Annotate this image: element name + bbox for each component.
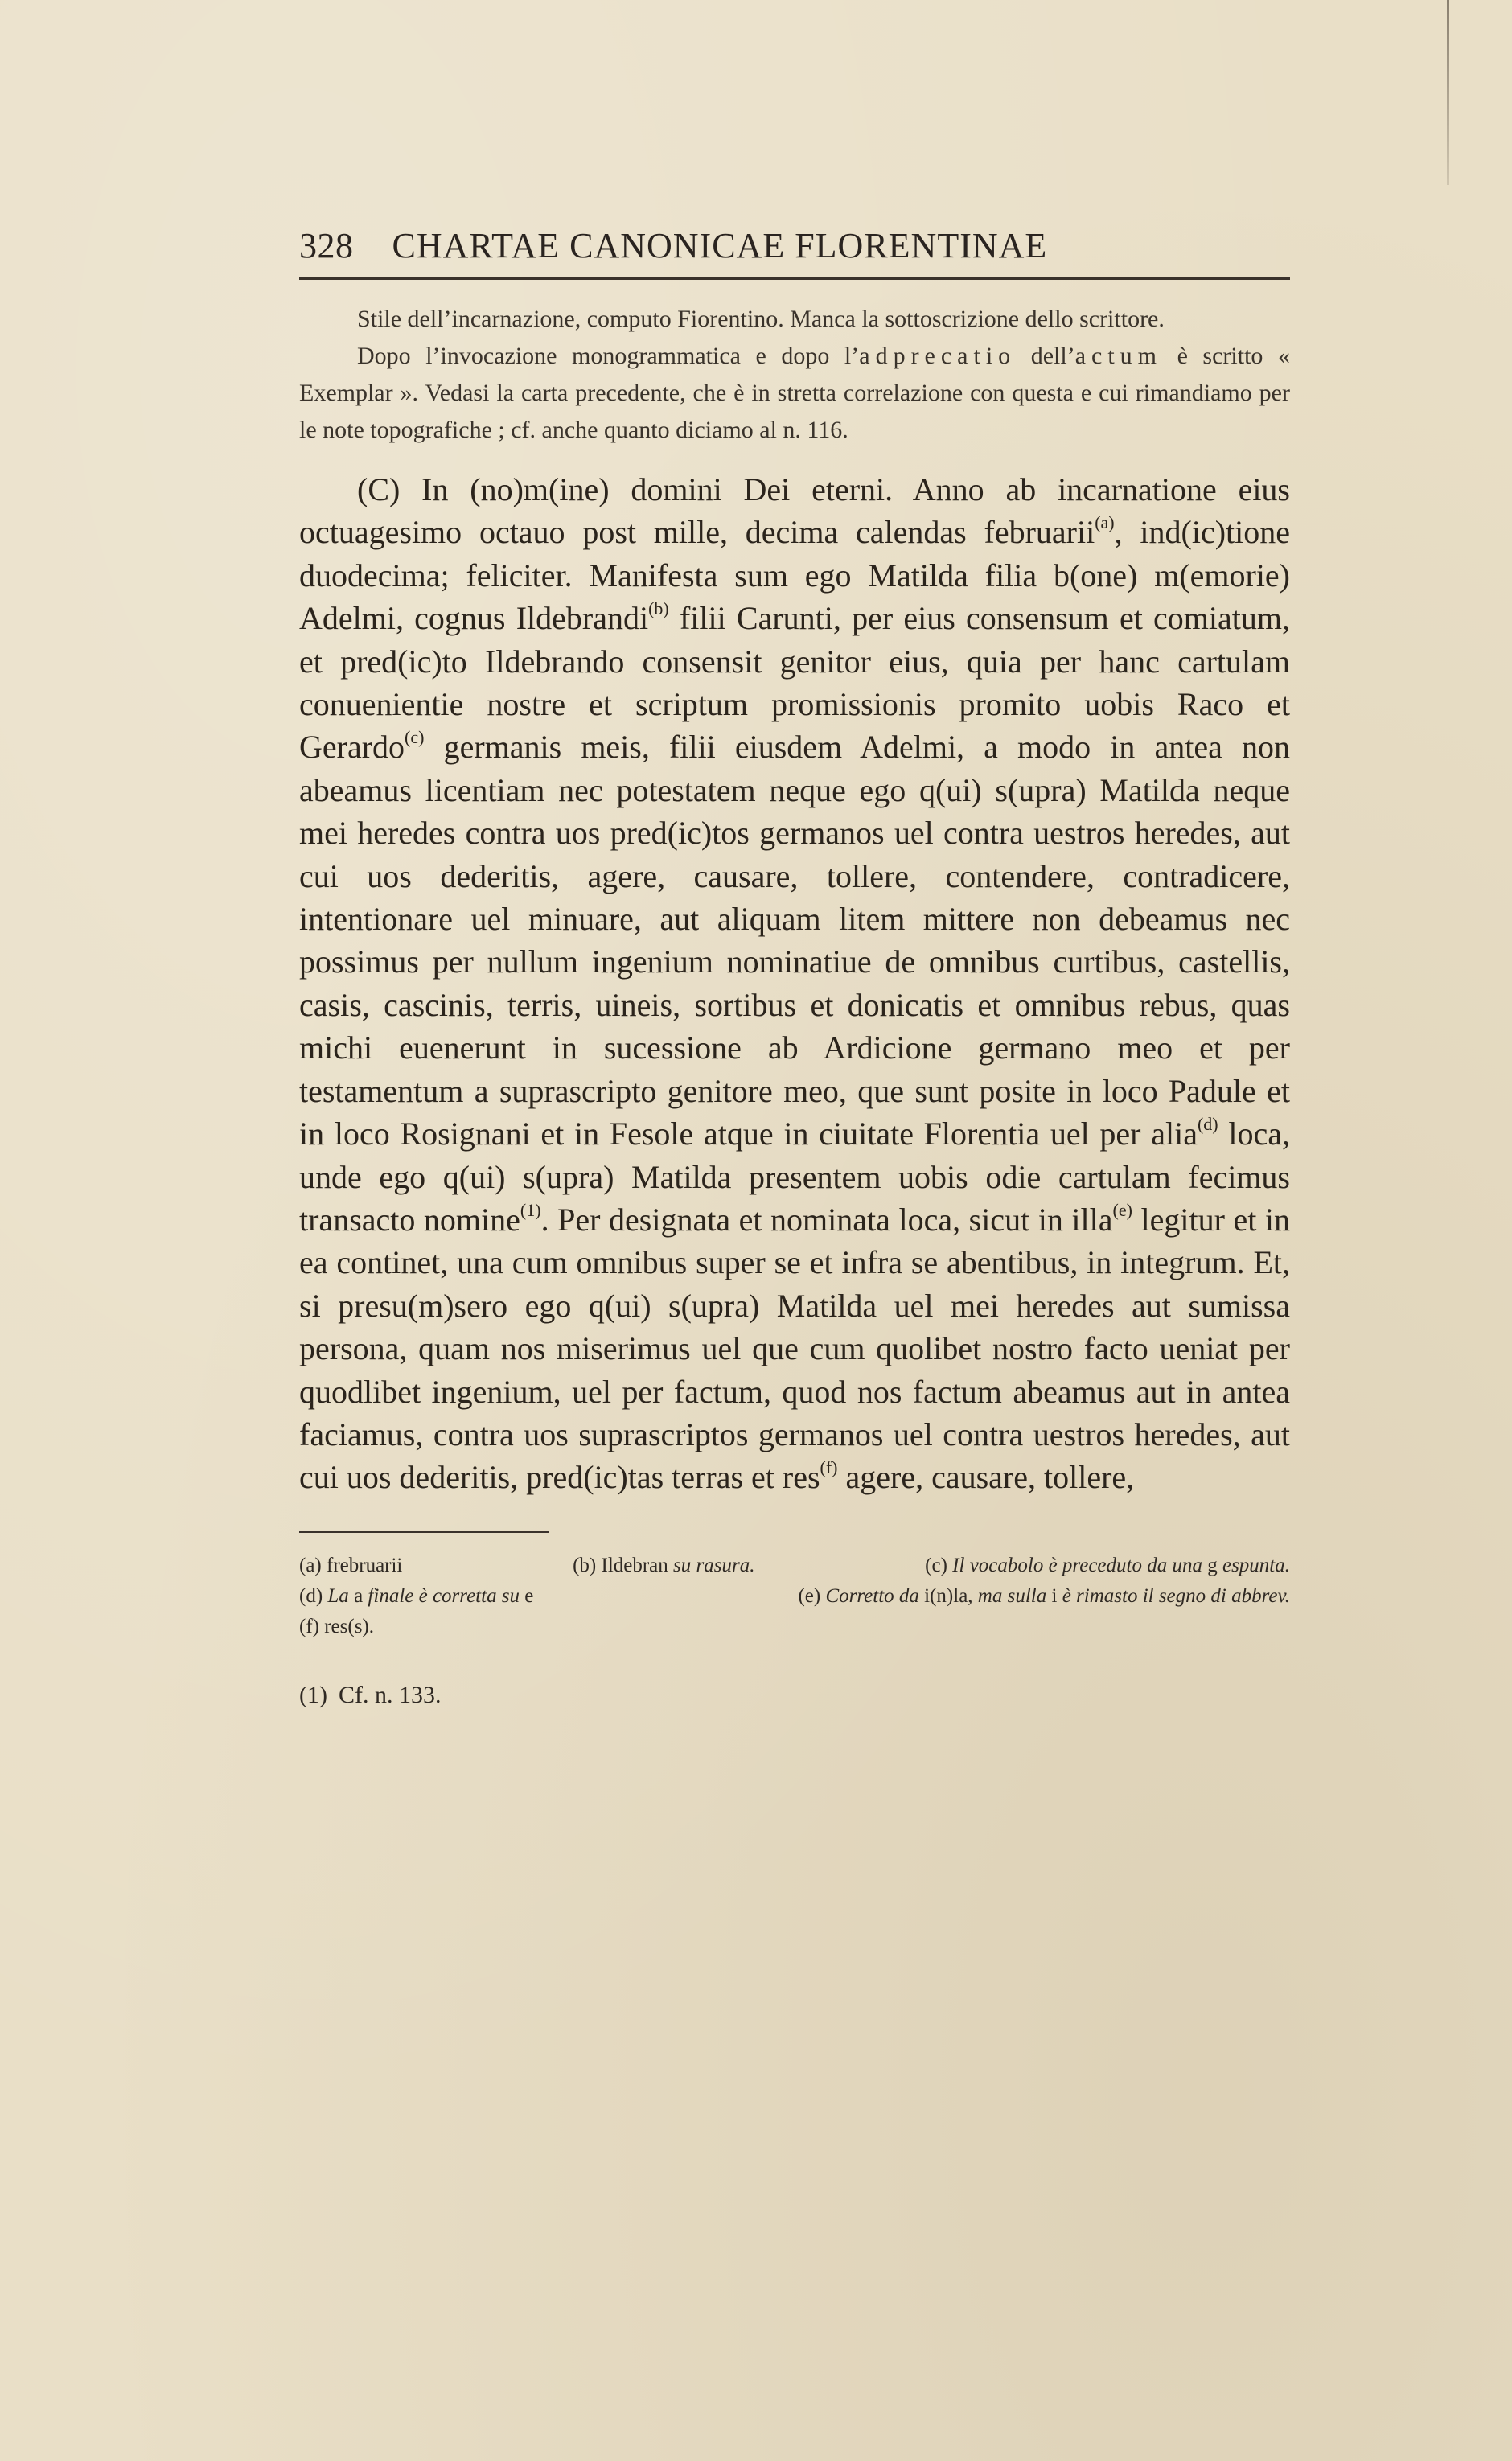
charter-text [299,468,1290,1499]
apparatus-note-c: (c) Il vocabolo è preceduto da una g espunta. [925,1554,1290,1576]
footnote [299,1679,1290,1711]
charter-segment-5: loca, unde ego q(ui) s(upra) Matilda presentem uobis odie cartulam fecimus transacto nomine [299,1115,1290,1238]
charter-segment-8: agere, causare, tollere, [837,1459,1135,1496]
apparatus-note-f: (f) res(s). [299,1615,375,1637]
apparatus-line-2 [299,1581,1290,1612]
page-number: 328 [299,226,354,265]
intro-text-2c: è scritto « Exemplar ». Vedasi la carta precedente, che è in stretta correlazione con questa e cui rimandiamo per le note topografiche ; cf. anche quanto diciamo al n. 116. [299,343,1290,443]
charter-segment-6: . Per designata et nominata loca, sicut in illa [540,1201,1113,1238]
intro-spaced-actum: actum [1074,343,1163,369]
intro-text-2b: dell’ [1016,343,1075,369]
note-ref-c: (c) [405,727,425,748]
apparatus-line-3 [299,1612,1290,1642]
apparatus-line-1 [299,1551,1290,1581]
charter-paragraph [299,468,1290,1499]
apparatus-note-e: (e) Corretto da i(n)la, ma sulla i è rimasto il segno di abbrev. [798,1584,1290,1607]
running-head [299,225,1290,280]
running-title: CHARTAE CANONICAE FLORENTINAE [392,226,1048,265]
intro-spaced-adprecatio: adprecatio [859,343,1017,369]
note-ref-e: (e) [1112,1199,1132,1220]
intro-text-2a: Dopo l’invocazione monogrammatica e dopo l’ [357,343,860,369]
note-ref-a: (a) [1095,512,1115,533]
charter-segment-4: germanis meis, filii eiusdem Adelmi, a modo in antea non abeamus licentiam nec potestatem neque ego q(ui) s(upra) Matilda neque mei heredes contra uos pred(ic)tos germanos uel contra uestros heredes, aut cui uos dederitis, agere, causare, tollere, contendere, contradicere, intentionare uel minuare, aut aliquam litem mittere non debeamus nec possimus per nullum ingenium nominatiue de omnibus curtibus, castellis, casis, cascinis, terris, uineis, sortibus et donicatis et omnibus rebus, quas michi euenerunt in sucessione ab Ardicione germano meo et per testamentum a suprascripto genitore meo, que sunt posite in loco Padule et in loco Rosignani et in Fesole atque in ciuitate Florentia uel per alia [299,729,1290,1152]
charter-segment-1: (C) In (no)m(ine) domini Dei eterni. Anno ab incarnatione eius octuagesimo octauo post mille, decima calendas februarii [299,471,1290,551]
footnote-text: Cf. n. 133. [338,1681,442,1708]
intro-paragraph-2 [299,338,1290,449]
footnote-label: (1) [299,1681,327,1708]
intro-text-1: Stile dell’incarnazione, computo Fiorentino. Manca la sottoscrizione dello scrittore. [357,306,1165,332]
note-ref-b: (b) [648,598,669,619]
note-ref-f: (f) [820,1457,838,1478]
critical-apparatus [299,1551,1290,1642]
charter-segment-2: , ind(ic)tione duodecima; feliciter. Manifesta sum ego Matilda filia b(one) m(emorie) Adelmi, cognus Ildebrandi [299,514,1290,637]
apparatus-note-b: (b) Ildebran su rasura. [573,1554,755,1576]
page-edge-mark [1447,0,1449,185]
apparatus-note-d: (d) La a finale è corretta su e [299,1584,534,1607]
intro-paragraph-1 [299,301,1290,338]
charter-segment-7: legitur et in ea continet, una cum omnibus super se et infra se abentibus, in integrum. Et, si presu(m)sero ego q(ui) s(upra) Matilda uel mei heredes aut sumissa persona, quam nos miserimus uel que cum quolibet nostro facto ueniat per quodlibet ingenium, uel per factum, quod nos factum abeamus aut in antea faciamus, contra uos suprascriptos germanos uel contra uestros heredes, aut cui uos dederitis, pred(ic)tas terras et res [299,1201,1291,1496]
footnote-ref-1: (1) [520,1199,541,1220]
document-page [299,225,1290,1711]
note-ref-d: (d) [1197,1114,1218,1135]
apparatus-divider [299,1531,549,1533]
apparatus-note-a: (a) frebruarii [299,1554,403,1576]
introductory-notes [299,301,1290,449]
charter-segment-3: filii Carunti, per eius consensum et comiatum, et pred(ic)to Ildebrando consensit genitor eius, quia per hanc cartulam conuenientie nostre et scriptum promissionis promito uobis Raco et Gerardo [299,600,1291,766]
